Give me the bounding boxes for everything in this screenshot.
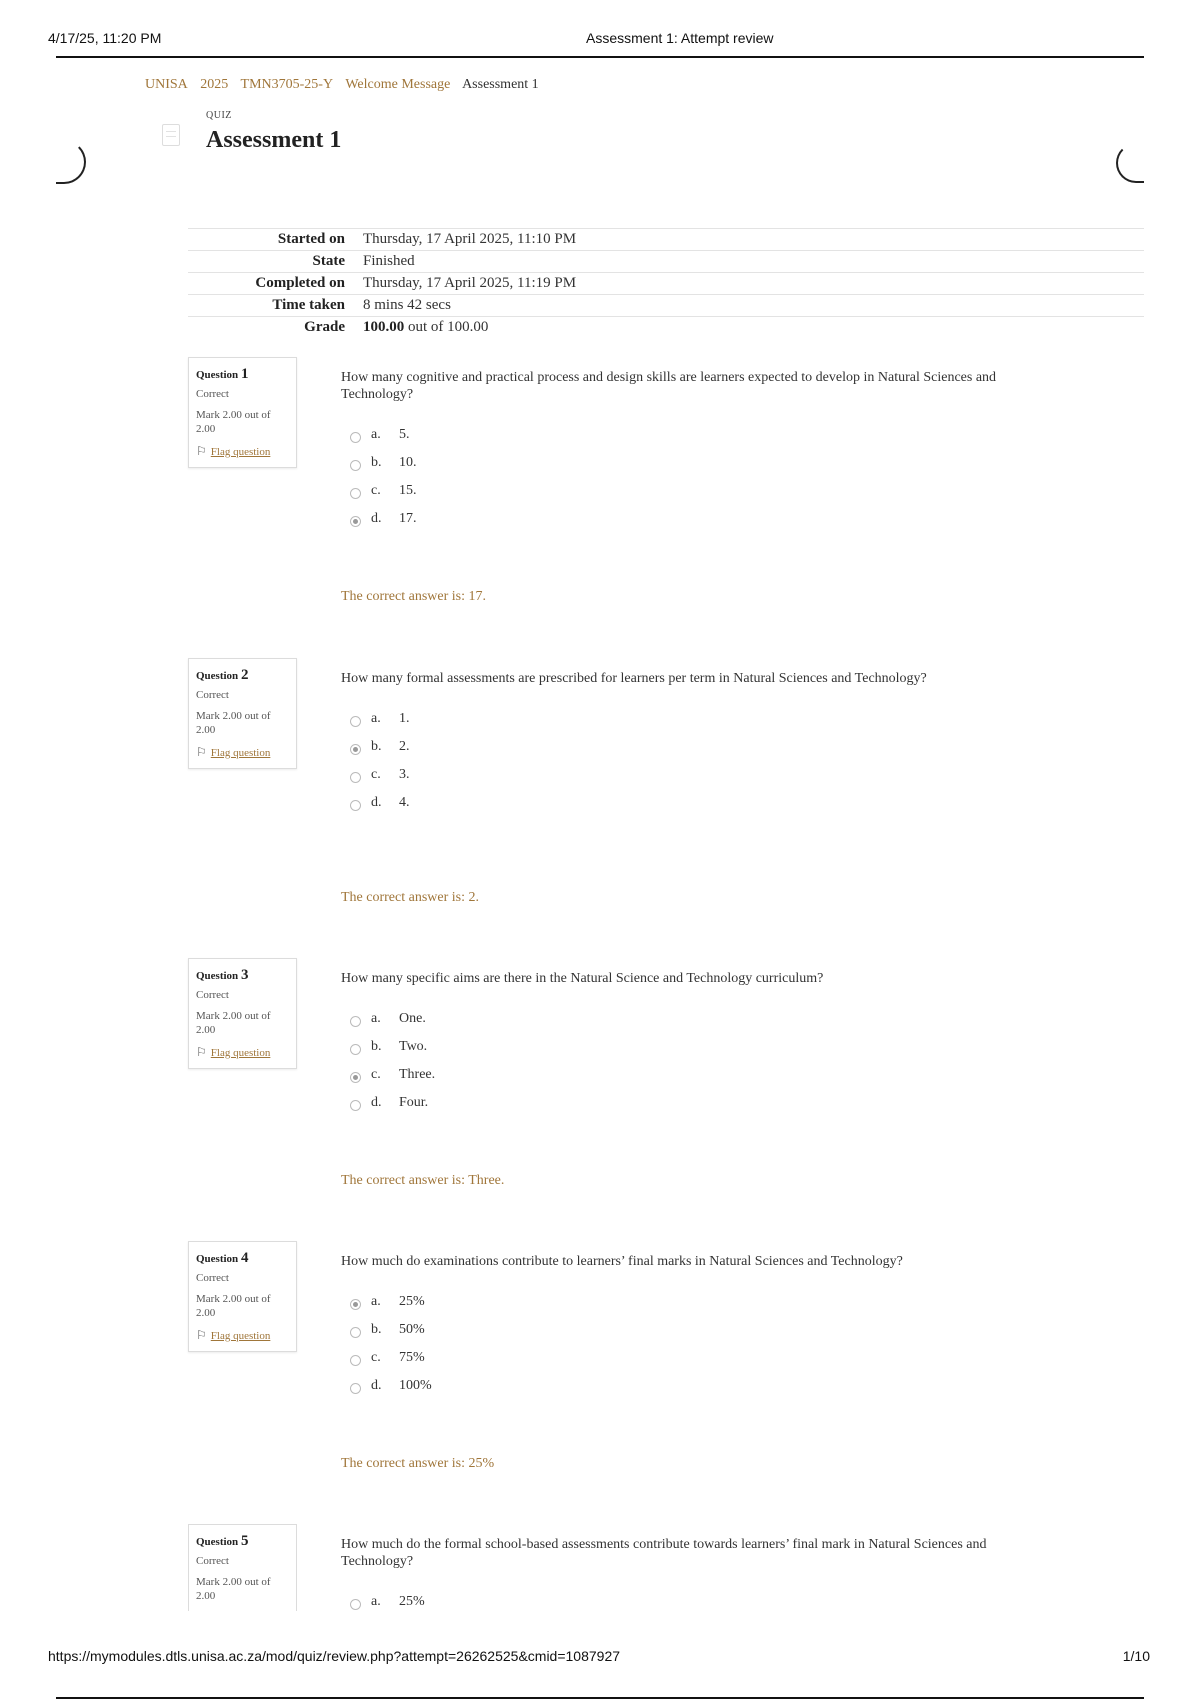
flag-question-link[interactable]: ⚐ Flag question: [196, 444, 271, 458]
answer-option[interactable]: d. 17.: [341, 505, 1021, 533]
summary-key: Started on: [277, 231, 345, 247]
summary-value: Thursday, 17 April 2025, 11:10 PM: [363, 231, 577, 247]
breadcrumb-item-module[interactable]: TMN3705-25-Y: [240, 77, 334, 92]
answer-list: [341, 1588, 1021, 1616]
summary-key: Grade: [304, 319, 345, 335]
answer-option[interactable]: c. Three.: [341, 1061, 1021, 1089]
summary-row-time: [188, 294, 1144, 316]
radio-button[interactable]: [350, 1599, 361, 1610]
correct-answer-feedback: The correct answer is: Three.: [341, 1173, 505, 1188]
radio-button[interactable]: [350, 1016, 361, 1027]
question-text: How many specific aims are there in the Natural Science and Technology curriculum?: [341, 971, 824, 986]
question-info: [188, 357, 297, 468]
question-label: Question: [196, 369, 239, 381]
answer-list: [341, 1288, 1021, 1400]
radio-button[interactable]: [350, 1355, 361, 1366]
flag-icon: ⚐: [196, 745, 207, 759]
question-grade: Mark 2.00 out of 2.00: [196, 1293, 271, 1319]
question-grade: Mark 2.00 out of 2.00: [196, 1576, 271, 1602]
breadcrumb-item-welcome[interactable]: Welcome Message: [345, 77, 451, 92]
answer-option[interactable]: d. 4.: [341, 789, 1021, 817]
question-content: [341, 1536, 1021, 1616]
flag-question-link[interactable]: ⚐ Flag question: [196, 1045, 271, 1059]
radio-button-selected[interactable]: [350, 744, 361, 755]
summary-value: [363, 319, 488, 336]
answer-option[interactable]: a. 25%: [341, 1288, 1021, 1316]
answer-option[interactable]: d. 100%: [341, 1372, 1021, 1400]
question-text: How much do the formal school-based assessments contribute towards learners’ final mark in Natural Sciences and Technology?: [341, 1537, 987, 1569]
question-grade: Mark 2.00 out of 2.00: [196, 1010, 271, 1036]
question-info: [188, 658, 297, 769]
print-timestamp: 4/17/25, 11:20 PM: [48, 30, 162, 46]
grade-score: 100.00: [363, 319, 405, 335]
answer-option[interactable]: c. 3.: [341, 761, 1021, 789]
question-info: [188, 958, 297, 1069]
drawer-toggle-right-icon[interactable]: [1116, 143, 1144, 183]
radio-button-selected[interactable]: [350, 1299, 361, 1310]
radio-button[interactable]: [350, 488, 361, 499]
grade-out-of: out of 100.00: [404, 319, 489, 335]
question-number: 2: [240, 667, 249, 683]
activity-type-label: QUIZ: [206, 110, 232, 121]
breadcrumb-item-unisa[interactable]: UNISA: [145, 77, 188, 92]
answer-option[interactable]: b. Two.: [341, 1033, 1021, 1061]
question-number: 3: [240, 967, 249, 983]
question-info: [188, 1241, 297, 1352]
question-label: Question: [196, 970, 239, 982]
question-grade: Mark 2.00 out of 2.00: [196, 710, 271, 736]
answer-option[interactable]: c. 75%: [341, 1344, 1021, 1372]
question-text: How many formal assessments are prescribed for learners per term in Natural Sciences and Technology?: [341, 671, 927, 686]
summary-key: Completed on: [255, 275, 345, 291]
question-content: [341, 970, 1021, 1117]
summary-row-completed: [188, 272, 1144, 294]
radio-button[interactable]: [350, 1044, 361, 1055]
radio-button-selected[interactable]: [350, 516, 361, 527]
answer-option[interactable]: c. 15.: [341, 477, 1021, 505]
breadcrumb-item-current: Assessment 1: [462, 77, 539, 92]
print-page-title: Assessment 1: Attempt review: [586, 30, 774, 46]
flag-icon: ⚐: [196, 1045, 207, 1059]
question-grade: Mark 2.00 out of 2.00: [196, 409, 271, 435]
summary-row-started: [188, 228, 1144, 250]
question-info: [188, 1524, 297, 1611]
summary-key: State: [312, 253, 345, 269]
answer-option[interactable]: d. Four.: [341, 1089, 1021, 1117]
summary-row-state: [188, 250, 1144, 272]
question-label: Question: [196, 1253, 239, 1265]
correct-answer-feedback: The correct answer is: 25%: [341, 1456, 495, 1471]
answer-option[interactable]: b. 2.: [341, 733, 1021, 761]
page-title: Assessment 1: [206, 127, 342, 153]
breadcrumb-item-year[interactable]: 2025: [200, 77, 229, 92]
question-number: 5: [240, 1533, 249, 1549]
summary-key: Time taken: [272, 297, 345, 313]
answer-option[interactable]: a. One.: [341, 1005, 1021, 1033]
radio-button-selected[interactable]: [350, 1072, 361, 1083]
flag-icon: ⚐: [196, 444, 207, 458]
summary-value: Thursday, 17 April 2025, 11:19 PM: [363, 275, 577, 291]
answer-list: [341, 705, 1021, 817]
summary-row-grade: [188, 316, 1144, 338]
answer-list: [341, 421, 1021, 533]
question-state: Correct: [196, 388, 229, 400]
radio-button[interactable]: [350, 1383, 361, 1394]
question-state: Correct: [196, 1272, 229, 1284]
flag-question-link[interactable]: ⚐ Flag question: [196, 1328, 271, 1342]
question-state: Correct: [196, 989, 229, 1001]
print-header: [48, 30, 1140, 58]
footer-divider: [56, 1697, 1144, 1699]
page-number: 1/10: [1122, 1648, 1150, 1664]
question-label: Question: [196, 1536, 239, 1548]
question-number: 1: [240, 366, 249, 382]
summary-value: Finished: [363, 253, 415, 269]
answer-option[interactable]: a. 1.: [341, 705, 1021, 733]
question-content: [341, 670, 1021, 817]
question-content: [341, 1253, 1021, 1400]
flag-question-link[interactable]: ⚐ Flag question: [196, 745, 271, 759]
summary-value: 8 mins 42 secs: [363, 297, 451, 313]
question-content: [341, 369, 1021, 533]
answer-option[interactable]: b. 50%: [341, 1316, 1021, 1344]
question-state: Correct: [196, 1555, 229, 1567]
radio-button[interactable]: [350, 772, 361, 783]
breadcrumb: [145, 77, 548, 93]
radio-button[interactable]: [350, 1100, 361, 1111]
radio-button[interactable]: [350, 432, 361, 443]
correct-answer-feedback: The correct answer is: 17.: [341, 589, 486, 604]
radio-button[interactable]: [350, 1327, 361, 1338]
answer-option[interactable]: a. 5.: [341, 421, 1021, 449]
answer-option[interactable]: b. 10.: [341, 449, 1021, 477]
radio-button[interactable]: [350, 800, 361, 811]
quiz-icon: [162, 124, 180, 146]
attempt-summary-table: [188, 228, 1144, 338]
correct-answer-feedback: The correct answer is: 2.: [341, 890, 479, 905]
header-divider: [56, 56, 1144, 58]
question-number: 4: [240, 1250, 249, 1266]
radio-button[interactable]: [350, 460, 361, 471]
question-text: How much do examinations contribute to learners’ final marks in Natural Sciences and Technology?: [341, 1254, 903, 1269]
print-url: https://mymodules.dtls.unisa.ac.za/mod/quiz/review.php?attempt=26262525&cmid=1087927: [48, 1648, 621, 1664]
question-state: Correct: [196, 689, 229, 701]
question-label: Question: [196, 670, 239, 682]
flag-icon: ⚐: [196, 1328, 207, 1342]
drawer-toggle-left-icon[interactable]: [56, 140, 86, 184]
radio-button[interactable]: [350, 716, 361, 727]
answer-list: [341, 1005, 1021, 1117]
answer-option[interactable]: a. 25%: [341, 1588, 1021, 1616]
question-text: How many cognitive and practical process and design skills are learners expected to develop in Natural Sciences and Technology?: [341, 370, 997, 402]
